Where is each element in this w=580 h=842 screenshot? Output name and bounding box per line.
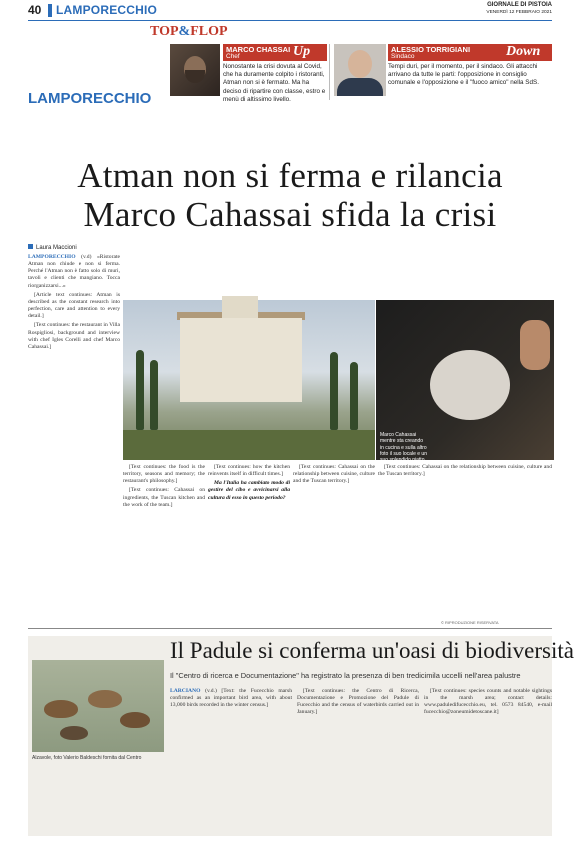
flop-band [388,44,552,61]
byline [28,244,77,251]
second-headline: Il Padule si conferma un'oasi di biodiversità [170,638,574,663]
article-question: Ma l'Italia ha cambiato modo di gestire del cibo e avvicinarsi alla cultura di esso in questo periodo? [208,480,290,501]
main-headline [28,156,552,234]
article-col2-p2: [Text continues: Cahassai on ingredients, the Tuscan kitchen and the work of the team.] [123,487,205,508]
duck [44,700,78,718]
article-col5-p1: [Text continues: Cahassai on the relationship between cuisine, culture and the Tuscan territory.] [378,464,552,478]
article-column-4 [293,464,375,624]
second-col1-text: (v.d.) [Text: the Fucecchio marsh confirmed as an important bird area, with about 13,000 birds recorded in the winter census.] [170,688,292,709]
second-col2-text: [Text continues: the Centro di Ricerca, Documentazione e Promozione del Padule di Fucecchio and the census of waterbirds carried out in January.] [297,688,419,716]
newspaper-name: GIORNALE DI PISTOIA [487,2,552,8]
article-col1-p2: [Article text continues: Atman is described as the constant research into perfection, care and attention to every detail.] [28,291,120,320]
topflop-divider [329,44,330,100]
location-label: LAMPORECCHIO [28,90,152,107]
article-column-5 [378,464,552,614]
article-column-2 [123,464,205,624]
flop-role: Sindaco [391,53,415,60]
cypress-tree [330,352,338,430]
section-marker [48,4,52,17]
second-column-2 [297,688,419,832]
article-column-1 [28,254,120,626]
mayor-face [348,50,372,78]
villa-tower [222,296,258,318]
topflop-title: TOP&FLOP [150,24,228,39]
top-verdict: Up [293,44,311,59]
flop-text: Tempi duri, per il momento, per il sindaco. Gli attacchi arrivano da tutte le parti: l'opposizione in consiglio comunale e l'opposizione e il "fuoco amico" nella SdS. [388,63,539,87]
second-column-3 [424,688,552,832]
chef-hand [520,320,550,370]
article-column-3 [208,464,290,624]
issue-date: VENERDÌ 12 FEBBRAIO 2021 [486,10,552,15]
villa-garden [123,430,375,460]
cypress-tree [350,362,358,430]
article-col3-p1: [Text continues: how the kitchen reinvents itself in difficult times.] [208,464,290,478]
top-band [223,44,327,61]
article-dateline: LAMPORECCHIO [28,254,76,260]
top-name: MARCO CHASSAI [226,45,291,54]
article-col1-p3: [Text continues: the restaurant in Villa Rospigliosi, background and interview with chef Igles Corelli and chef Marco Cahassai.] [28,322,120,350]
header-rule [28,20,552,21]
article-col2-p1: [Text continues: the food is the territory, seasons and memory; the restaurant's philosophy.] [123,464,205,485]
duck [60,726,88,740]
headline-line-2: Marco Cahassai sfida la crisi [83,195,497,234]
copyright-note: © RIPRODUZIONE RISERVATA [441,620,499,625]
duck [120,712,150,728]
ducks-caption: Alzavole, foto Valerio Baldeschi fornita dal Centro [32,755,142,761]
headline-line-1: Atman non si ferma e rilancia [77,156,503,195]
photo-caption: Marco Cahassai mentre sta creando in cucina e sulla altro foto il suo locale e un suo splendido piatto [380,432,427,463]
second-col3-text: [Text continues: species counts and notable sightings in the marsh area; contact details: www.paduledifucecchio.eu, tel. 0573 84540, e-mail fucecchio@zoneumidetoscane.it] [424,688,552,716]
dish-plate [430,350,510,420]
page-number: 40 [28,3,42,17]
flop-verdict: Down [506,44,541,59]
flop-name: ALESSIO TORRIGIANI [391,45,471,54]
second-dateline: LARCIANO [170,688,201,694]
section-name: LAMPORECCHIO [56,3,158,17]
duck [88,690,122,708]
byline-marker [28,244,33,249]
top-role: Chef [226,53,240,60]
article-col1-p1: (v.d) «Ristorate Atman non chiude e non si ferma. Perché l'Atman non è fatto solo di muri, tavoli e clienti che mangiano. Tocca riorganizzarsi...» [28,254,120,289]
article-col4-p1: [Text continues: Cahassai on the relationship between cuisine, culture and the Tuscan territory.] [293,464,375,485]
mayor-suit [337,78,383,96]
article-separator [28,628,552,629]
second-column-1 [170,688,292,832]
cypress-tree [136,350,144,430]
second-subheadline: Il "Centro di ricerca e Documentazione" ha registrato la presenza di ben tredicimila uccelli nell'area palustre [170,671,521,680]
villa-building [180,318,302,402]
page-header [0,0,580,22]
top-text: Nonostante la crisi dovuta al Covid, che ha duramente colpito i ristoranti, Atman non si è fermato. Ma ha deciso di ripartire con classe, estro e menù di altissimo livello. [223,63,326,103]
byline-author: Laura Maccioni [36,245,77,251]
cypress-tree [150,360,158,430]
